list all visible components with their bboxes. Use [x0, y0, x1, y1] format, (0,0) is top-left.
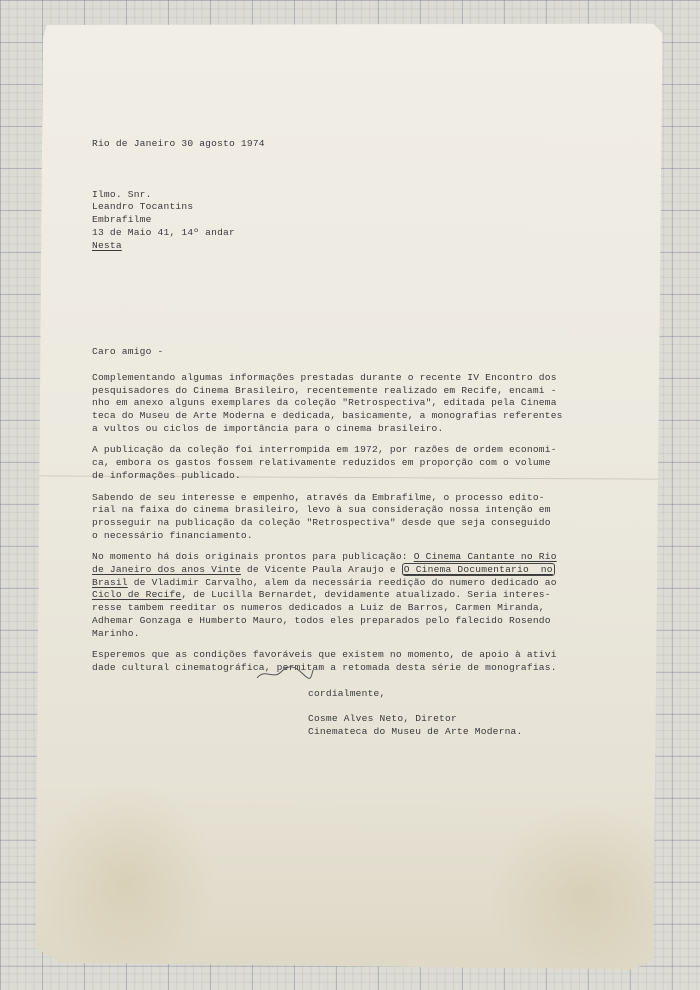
book-title: O Cinema Cantante no Rio [413, 551, 557, 563]
text-line [92, 577, 612, 590]
paragraph-2 [92, 444, 612, 482]
text-line: nho em anexo alguns exemplares da coleção "Retrospectiva", editada pela Cinema [92, 397, 557, 409]
recipient-line: Nesta [92, 239, 122, 251]
closing: cordialmente, [308, 687, 386, 699]
paragraph-5 [92, 649, 612, 674]
text-line: Sabendo de seu interesse e empenho, através da Embrafilme, o processo edito- [92, 491, 545, 503]
text-line: resse tambem reeditar os numeros dedicados a Luiz de Barros, Carmen Miranda, [92, 602, 545, 614]
text-line: dade cultural cinematográfica, permitam a retomada desta série de monografias. [92, 661, 557, 673]
text-line: Adhemar Gonzaga e Humberto Mauro, todos eles preparados pelo falecido Rosendo [92, 614, 551, 626]
paragraph-4 [92, 551, 612, 640]
salutation: Caro amigo - [92, 346, 164, 358]
signature-scrawl [255, 664, 315, 682]
text-line: prosseguir na publicação da coleção "Retrospectiva" desde que seja conseguido [92, 516, 551, 528]
book-title: Ciclo de Recife [92, 589, 182, 601]
text-line: teca do Museu de Arte Moderna e dedicada, basicamente, a monografias referentes [92, 410, 563, 422]
letter-body [92, 138, 612, 739]
text-run: de Vicente Paula Araujo e [240, 564, 402, 576]
text-line: de informações publicado. [92, 469, 241, 481]
text-run: No momento há dois originais prontos para publicação: [92, 551, 414, 563]
text-run: de Vladimir Carvalho, alem da necessária reedição do numero dedicado ao [127, 576, 557, 588]
text-line: A publicação da coleção foi interrompida em 1972, por razões de ordem economi- [92, 444, 557, 456]
text-line: rial na faixa do cinema brasileiro, levo à sua consideração nossa intenção em [92, 504, 551, 516]
text-line [92, 589, 612, 602]
recipient-line: Leandro Tocantins [92, 201, 194, 213]
recipient-line: 13 de Maio 41, 14º andar [92, 226, 235, 238]
text-run: , de Lucilla Bernardet, devidamente atualizado. Seria interes- [181, 589, 551, 601]
recipient-line: Embrafilme [92, 214, 152, 226]
signature-title: Cinemateca do Museu de Arte Moderna. [308, 726, 523, 738]
book-title: de Janeiro dos anos Vinte [92, 564, 241, 576]
text-line: Esperemos que as condições favoráveis que existem no momento, de apoio à ativi [92, 649, 557, 661]
text-line: o necessário financiamento. [92, 529, 253, 541]
text-line: pesquisadores do Cinema Brasileiro, recentemente realizado em Recife, encami - [92, 384, 557, 396]
letter-date: Rio de Janeiro 30 agosto 1974 [92, 138, 265, 149]
text-line: Complementando algumas informações prestadas durante o recente IV Encontro dos [92, 371, 557, 383]
recipient-block [92, 189, 612, 253]
paragraph-3 [92, 492, 612, 543]
book-title: O Cinema Documentario no [403, 564, 553, 576]
recipient-line: Ilmo. Snr. [92, 188, 152, 200]
paragraph-1 [92, 372, 612, 436]
signature-name: Cosme Alves Neto, Diretor [308, 713, 457, 725]
paper-stain [485, 803, 686, 984]
text-line: ca, embora os gastos fossem relativamente reduzidos em proporção com o volume [92, 457, 551, 469]
text-line: a vultos ou ciclos de importância para o cinema brasileiro. [92, 422, 444, 434]
paper-stain [35, 780, 216, 981]
text-line: Marinho. [92, 627, 140, 639]
book-title: Brasil [92, 576, 128, 588]
text-line [92, 564, 612, 577]
